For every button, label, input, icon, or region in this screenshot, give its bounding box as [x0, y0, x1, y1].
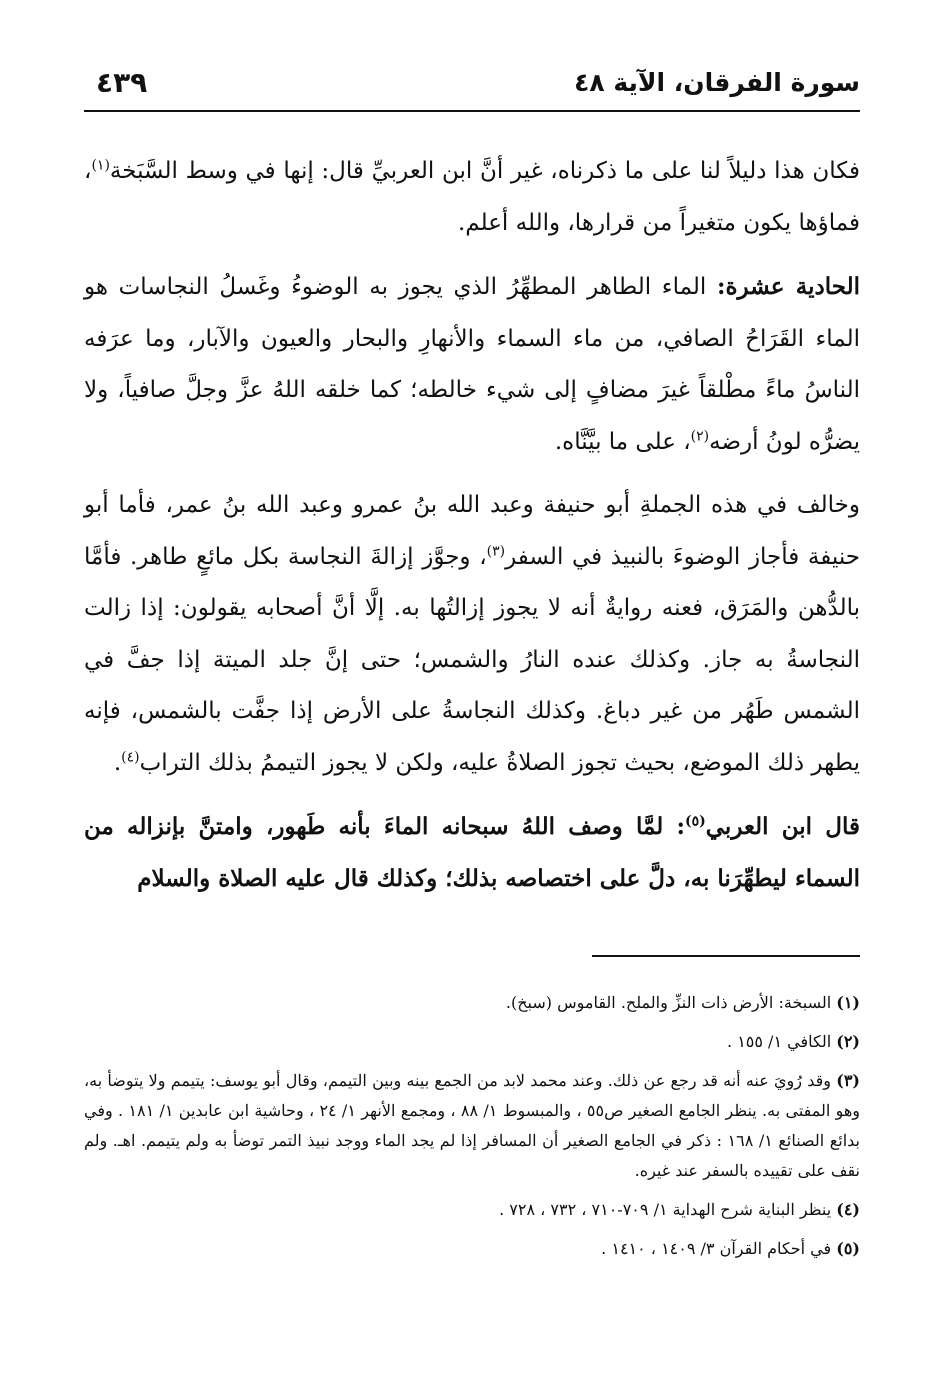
paragraph-4-text: قال ابن العربي — [705, 813, 860, 840]
footnote-ref-1: (١) — [91, 157, 110, 174]
footnote-separator — [592, 955, 860, 957]
footnote-text: وقد رُويَ عنه أنه قد رجع عن ذلك. وعند محمد لابد من الجمع بينه وبين التيمم، وقال أبو يوسف: يتيمم ولا يتوضأ به، وهو المفتى به. ينظر الجامع الصغير ص٥٥ ، والمبسوط ١/ ٨٨ ، ومجمع الأنهر ١/ ٢٤ ، وحاشية ابن عابدين ١/ ١٨١ . وفي بدائع الصنائع ١/ ١٦٨ : ذكر في الجامع الصغير أن المسافر إذا لم يجد الماء ووجد نبيذ التمر توضأ به ولم يتيمم. اهـ. ولم نقف على تقييده بالسفر عند غيره. — [84, 1071, 861, 1180]
header-rule — [84, 110, 860, 112]
footnote-5 — [84, 1234, 860, 1264]
footnote-number: (١) — [836, 993, 860, 1012]
footnote-text: ينظر البناية شرح الهداية ١/ ٧٠٩-٧١٠ ، ٧٣٢ ، ٧٢٨ . — [499, 1200, 832, 1219]
paragraph-3-continued: ، وجوَّز إزالةَ النجاسة بكل مائعٍ طاهر. فأمَّا بالدُّهن والمَرَق، فعنه روايةٌ أنه لا يجوز إزالتُها به. إلَّا أنَّ أصحابه يقولون: إذا زالت النجاسةُ به جاز. وكذلك عنده النارُ والشمس؛ حتى إنَّ جلد الميتة إذا جفَّ في الشمس طَهُر من غير دباغ. وكذلك النجاسةُ على الأرض إذا جفَّت بالشمس، فإنه يطهر ذلك الموضع، بحيث تجوز الصلاةُ عليه، ولكن لا يجوز التيممُ بذلك التراب — [84, 543, 860, 776]
footnote-3 — [84, 1066, 860, 1186]
paragraph-2-text: الماء الطاهر المطهِّرُ الذي يجوز به الوضوءُ وغَسلُ النجاسات هو الماء القَرَاحُ الصافي، من ماء السماء والأنهارِ والبحار والعيون والآبار، وما عرَفه الناسُ ماءً مطْلقاً غيرَ مضافٍ إلى شيء خالطه؛ كما خلقه اللهُ عزَّ وجلَّ صافياً، ولا يضرُّه لونُ أرضه — [84, 274, 860, 455]
paragraph-4-continued: : لمَّا وصف اللهُ سبحانه الماءَ بأنه طَهور، وامتنَّ بإنزاله من السماء ليطهِّرَنا به، دلَّ على اختصاصه بذلك؛ وكذلك قال عليه الصلاة والسلام — [84, 813, 860, 892]
footnote-4 — [84, 1195, 860, 1225]
footnote-text: السبخة: الأرض ذات النزِّ والملح. القاموس (سبخ). — [505, 993, 832, 1012]
footnotes — [84, 988, 860, 1273]
footnote-ref-3: (٣) — [486, 542, 506, 559]
footnote-1 — [84, 988, 860, 1018]
section-heading: الحادية عشرة: — [716, 273, 860, 300]
paragraph-4 — [84, 801, 860, 904]
footnote-ref-4: (٤) — [121, 748, 140, 765]
footnote-text: في أحكام القرآن ٣/ ١٤٠٩ ، ١٤١٠ . — [601, 1239, 832, 1258]
page-header — [84, 62, 860, 112]
footnote-ref-2: (٢) — [690, 427, 710, 444]
footnote-number: (٤) — [836, 1200, 860, 1219]
footnote-text: الكافي ١/ ١٥٥ . — [727, 1032, 832, 1051]
paragraph-1-text: فكان هذا دليلاً لنا على ما ذكرناه، غير أنَّ ابن العربيِّ قال: إنها في وسط السَّبَخة — [109, 158, 860, 184]
footnote-number: (٣) — [836, 1071, 860, 1090]
paragraph-1-end: ، فماؤها يكون متغيراً من قرارها، والله أعلم. — [84, 158, 860, 236]
running-title: سورة الفرقان، الآية ٤٨ — [574, 68, 860, 97]
paragraph-3-end: . — [113, 749, 122, 776]
page-number: ٤٣٩ — [96, 66, 148, 99]
paragraph-1 — [84, 146, 860, 249]
footnote-2 — [84, 1027, 860, 1057]
paragraph-2-end: ، على ما بيَّنَّاه. — [554, 428, 691, 455]
footnote-number: (٢) — [836, 1032, 860, 1051]
main-text — [84, 146, 860, 904]
footnote-ref-5: (٥) — [684, 813, 706, 830]
paragraph-3 — [84, 480, 860, 789]
paragraph-2 — [84, 261, 860, 468]
footnote-number: (٥) — [836, 1239, 860, 1258]
paragraph-3-text: وخالف في هذه الجملةِ أبو حنيفة وعبد الله بنُ عمرو وعبد الله بنُ عمر، فأما أبو حنيفة فأجاز الوضوءَ بالنبيذ في السفر — [84, 492, 860, 570]
